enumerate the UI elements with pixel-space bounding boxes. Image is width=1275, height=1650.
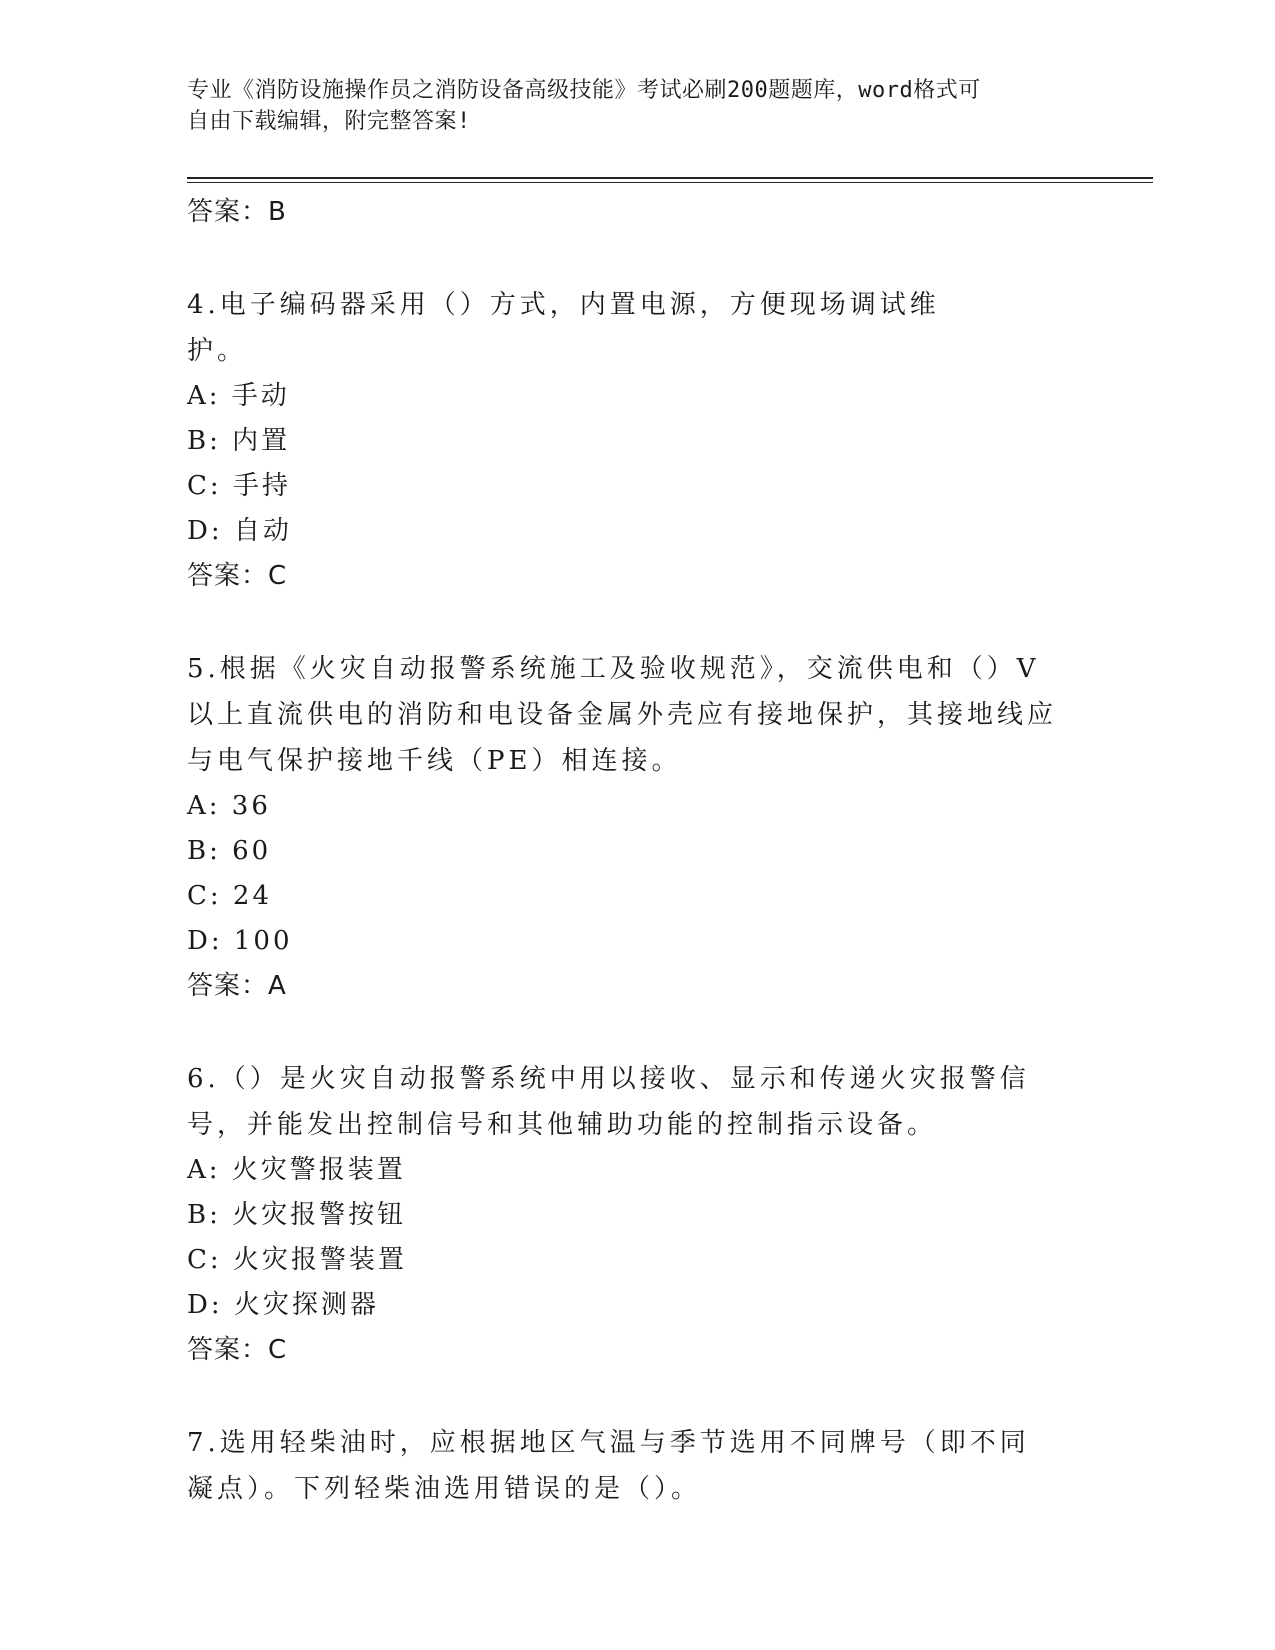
option-d: D: 自动 — [187, 516, 292, 546]
question-text: 5.根据《火灾自动报警系统施工及验收规范》，交流供电和（）V以上直流供电的消防和电设备金属外壳应有接地保护，其接地线应与电气保护接地千线（PE）相连接。 — [187, 654, 1058, 776]
answer-line: 答案：B — [187, 197, 287, 227]
option-b: B: 内置 — [187, 426, 291, 456]
header-line-2: 自由下载编辑，附完整答案! — [187, 109, 471, 134]
answer-line: 答案：A — [187, 971, 287, 1001]
option-d: D: 100 — [187, 926, 293, 956]
header-line-1: 专业《消防设施操作员之消防设备高级技能》考试必刷200题题库，word格式可 — [187, 78, 981, 103]
question-content — [187, 190, 1087, 1512]
option-b: B: 火灾报警按钮 — [187, 1200, 407, 1230]
question-text: 4.电子编码器采用（）方式，内置电源，方便现场调试维护。 — [187, 290, 940, 366]
option-b: B: 60 — [187, 836, 272, 866]
option-d: D: 火灾探测器 — [187, 1290, 379, 1320]
option-a: A: 火灾警报装置 — [187, 1155, 406, 1185]
question-block — [187, 646, 1087, 1008]
document-header — [187, 75, 1087, 137]
question-text: 6.（）是火灾自动报警系统中用以接收、显示和传递火灾报警信号，并能发出控制信号和其他辅助功能的控制指示设备。 — [187, 1064, 1030, 1140]
header-divider-thick — [187, 177, 1153, 179]
question-block — [187, 282, 1087, 598]
header-divider-thin — [187, 182, 1153, 183]
question-block — [187, 1056, 1087, 1372]
question-block — [187, 1420, 1087, 1512]
question-text: 7.选用轻柴油时，应根据地区气温与季节选用不同牌号（即不同凝点）。下列轻柴油选用错误的是（）。 — [187, 1428, 1030, 1504]
option-a: A: 36 — [187, 791, 271, 821]
option-c: C: 24 — [187, 881, 273, 911]
option-c: C: 手持 — [187, 471, 291, 501]
answer-line: 答案：C — [187, 1335, 288, 1365]
answer-line: 答案：C — [187, 561, 288, 591]
option-a: A: 手动 — [187, 381, 290, 411]
option-c: C: 火灾报警装置 — [187, 1245, 407, 1275]
